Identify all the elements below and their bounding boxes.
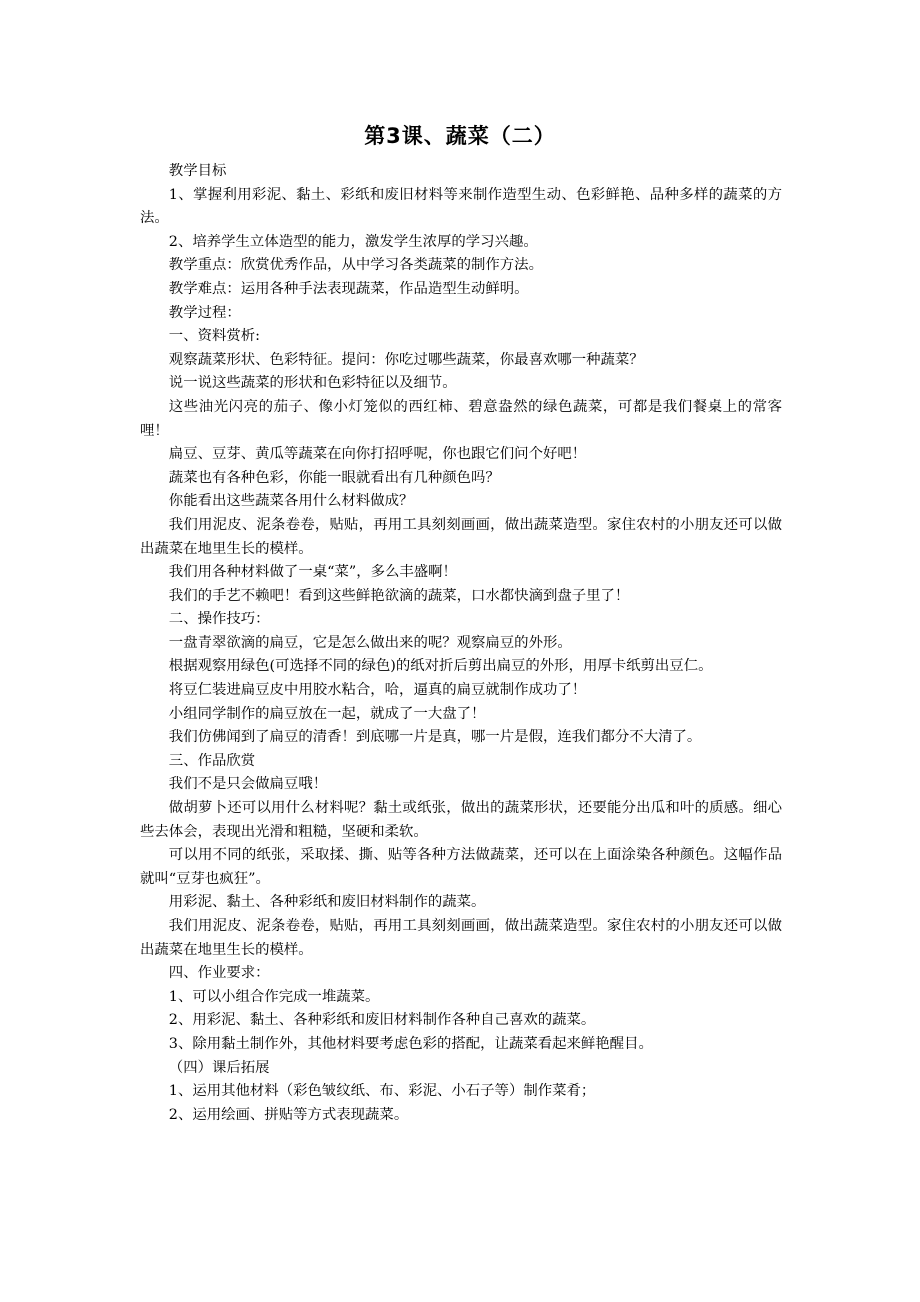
paragraph: 可以用不同的纸张，采取揉、撕、贴等各种方法做蔬菜，还可以在上面涂染各种颜色。这幅作品就叫“豆芽也疯狂”。: [140, 847, 782, 887]
paragraph: 我们的手艺不赖吧！看到这些鲜艳欲滴的蔬菜，口水都快滴到盘子里了！: [168, 587, 630, 604]
paragraph-homework-1: 1、可以小组合作完成一堆蔬菜。: [168, 988, 380, 1005]
paragraph-extension-heading: （四）课后拓展: [168, 1059, 270, 1076]
paragraph: 我们仿佛闻到了扁豆的清香！到底哪一片是真，哪一片是假，连我们都分不大清了。: [168, 729, 702, 746]
paragraph-homework-2: 2、用彩泥、黏土、各种彩纸和废旧材料制作各种自己喜欢的蔬菜。: [168, 1012, 596, 1029]
paragraph-process-heading: 教学过程：: [168, 304, 241, 321]
paragraph-extension-2: 2、运用绘画、拼贴等方式表现蔬菜。: [168, 1106, 409, 1123]
paragraph: 一盘青翠欲滴的扁豆，它是怎么做出来的呢？观察扁豆的外形。: [168, 634, 572, 651]
paragraph: 我们用泥皮、泥条卷卷，贴贴，再用工具刻刻画画，做出蔬菜造型。家住农村的小朋友还可以做出蔬菜在地里生长的模样。: [140, 516, 782, 557]
paragraph: 小组同学制作的扁豆放在一起，就成了一大盘了！: [168, 705, 486, 722]
paragraph-section-2-heading: 二、操作技巧：: [168, 611, 270, 628]
paragraph-extension-1: 1、运用其他材料（彩色皱纹纸、布、彩泥、小石子等）制作菜肴；: [168, 1083, 596, 1100]
paragraph: 说一说这些蔬菜的形状和色彩特征以及细节。: [168, 375, 457, 392]
paragraph: 做胡萝卜还可以用什么材料呢？黏土或纸张，做出的蔬菜形状，还要能分出瓜和叶的质感。细心些去体会，表现出光滑和粗糙，坚硬和柔软。: [140, 800, 782, 840]
paragraph-key-point: 教学重点：欣赏优秀作品，从中学习各类蔬菜的制作方法。: [168, 257, 543, 274]
paragraph-goal-2: 2、培养学生立体造型的能力，激发学生浓厚的学习兴趣。: [168, 233, 538, 250]
paragraph-section-3-heading: 三、作品欣赏: [168, 752, 256, 769]
paragraph: 扁豆、豆芽、黄瓜等蔬菜在向你打招呼呢，你也跟它们问个好吧！: [168, 446, 587, 463]
paragraph: 我们不是只会做扁豆哦！: [168, 776, 328, 793]
paragraph-homework-3: 3、除用黏土制作外，其他材料要考虑色彩的搭配，让蔬菜看起来鲜艳醒目。: [168, 1035, 653, 1052]
paragraph: 蔬菜也有各种色彩，你能一眼就看出有几种颜色吗？: [168, 469, 500, 486]
paragraph-difficult-point: 教学难点：运用各种手法表现蔬菜，作品造型生动鲜明。: [168, 280, 529, 297]
paragraph: 将豆仁装进扁豆皮中用胶水粘合，哈，逼真的扁豆就制作成功了！: [168, 682, 587, 699]
paragraph: 我们用各种材料做了一桌“菜”，多么丰盛啊！: [168, 564, 457, 581]
paragraph: 根据观察用绿色(可选择不同的绿色)的纸对折后剪出扁豆的外形，用厚卡纸剪出豆仁。: [168, 658, 713, 675]
paragraph: 观察蔬菜形状、色彩特征。提问：你吃过哪些蔬菜，你最喜欢哪一种蔬菜？: [168, 351, 644, 368]
paragraph: 我们用泥皮、泥条卷卷，贴贴，再用工具刻刻画画，做出蔬菜造型。家住农村的小朋友还可以做出蔬菜在地里生长的模样。: [140, 918, 782, 958]
paragraph-teaching-goals-heading: 教学目标: [168, 163, 227, 179]
paragraph: 用彩泥、黏土、各种彩纸和废旧材料制作的蔬菜。: [168, 894, 486, 911]
paragraph-section-1-heading: 一、资料赏析:: [168, 328, 260, 345]
paragraph: 这些油光闪亮的茄子、像小灯笼似的西红柿、碧意盎然的绿色蔬菜，可都是我们餐桌上的常客哩！: [140, 398, 782, 439]
page-title: 第3课、蔬菜（二）: [364, 124, 556, 148]
paragraph-section-4-heading: 四、作业要求：: [168, 965, 270, 982]
paragraph: 你能看出这些蔬菜各用什么材料做成？: [168, 493, 414, 510]
document-body: [140, 160, 782, 1127]
paragraph-goal-1: 1、掌握利用彩泥、黏土、彩纸和废旧材料等来制作造型生动、色彩鲜艳、品种多样的蔬菜的方法。: [140, 186, 782, 227]
